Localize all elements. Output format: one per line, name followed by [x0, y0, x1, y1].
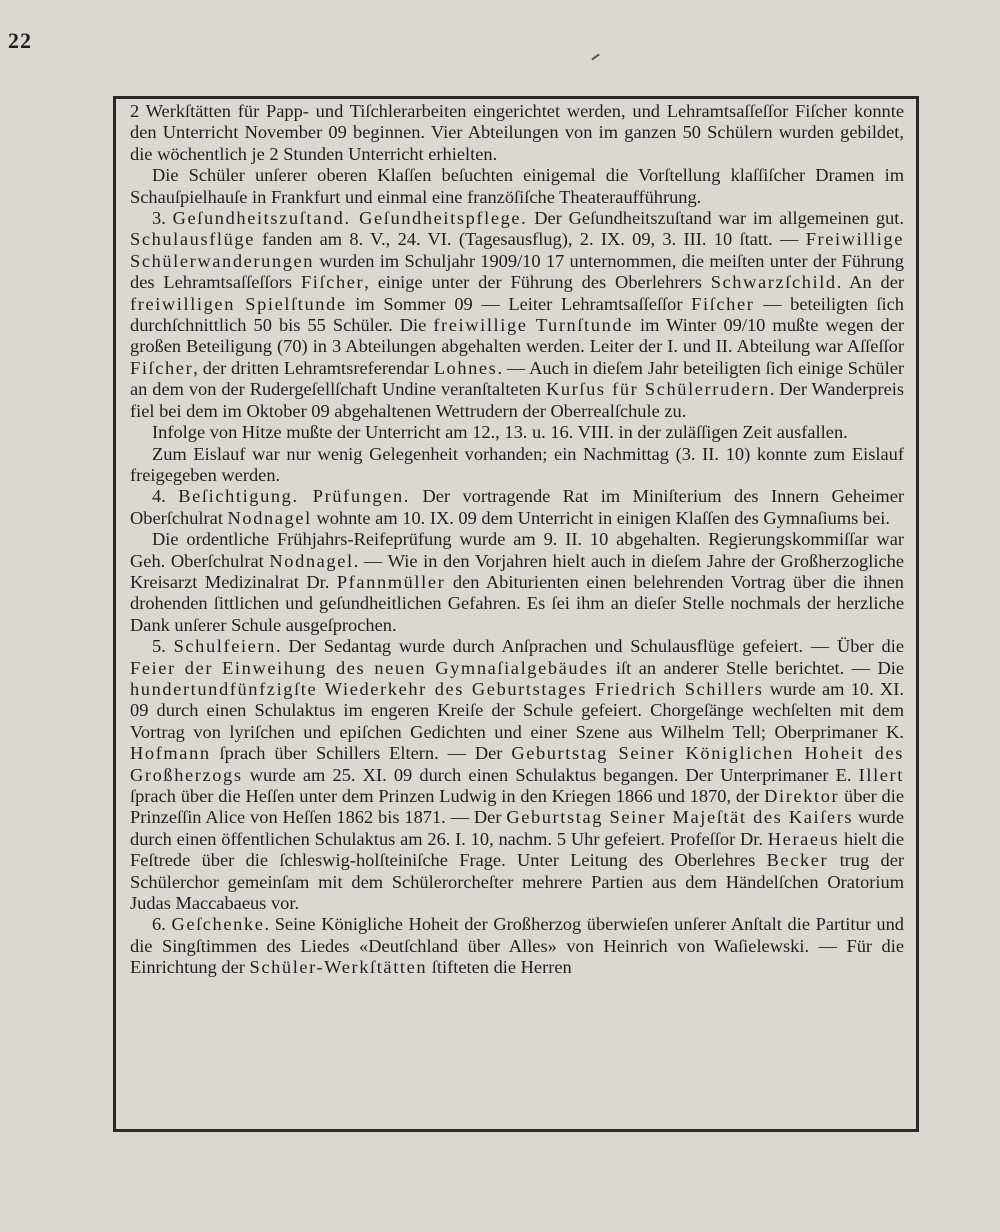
spaced-emphasis: hundertundfünfzigſte Wiederkehr des Geburtstages Friedrich Schillers	[130, 678, 764, 699]
text-run: Der vortragende Rat im Miniſterium des Innern Geheimer Oberſchulrat	[130, 486, 904, 528]
text-run: 5.	[152, 636, 174, 657]
text-run: , einige unter der Führung des Oberlehrers	[364, 272, 711, 293]
text-run: ſprach über die Heſſen unter dem Prinzen Ludwig in den Kriegen 1866 und 1870, der	[130, 786, 765, 806]
text-run: wohnte am 10. IX. 09 dem Unterricht in einigen Klaſſen des Gymnaſiums bei.	[311, 507, 890, 528]
text-run: wurde am 25. XI. 09 durch einen Schulaktus begangen. Der Unterprimaner E.	[242, 764, 859, 785]
page-number: 22	[8, 28, 32, 53]
text-run: ſprach über Schillers Eltern. — Der	[210, 743, 512, 764]
spaced-emphasis: Schulausflüge	[130, 229, 255, 250]
spaced-emphasis: Fiſcher	[691, 293, 755, 314]
paragraph	[130, 422, 904, 443]
text-run: . — Auch in dieſem Jahr beteiligten ſich einige Schüler an dem von der Rudergeſellſchaft Undine veranſtalteten	[130, 357, 904, 400]
text-run: den Abiturienten einen belehrenden Vortrag über die ihnen drohenden ſittlichen und geſundheitlichen Gefahren. Es ſei ihm an dieſer Stelle nochmals der herzliche Dank unſerer Schule ausgeſprochen.	[130, 571, 904, 635]
text-run: Die ordentliche Frühjahrs-Reifeprüfung wurde am 9. II. 10 abgehalten. Regierungskommiſſar war Geh. Oberſchulrat	[130, 529, 904, 571]
spaced-emphasis: Nodnagel	[269, 550, 354, 571]
text-run: im Winter 09/10 mußte wegen der großen Beteiligung (70) in 3 Abteilungen abgehalten werden. Leiter der I. und II. Abteilung war Aſſeſſor	[130, 315, 904, 357]
text-run: 3.	[152, 208, 173, 229]
text-run: — beteiligten ſich durchſchnittlich 50 bis 55 Schüler. Die	[130, 293, 904, 336]
spaced-emphasis: Illert	[858, 764, 904, 785]
spaced-emphasis: Heraeus	[767, 828, 840, 849]
spaced-emphasis: Lohnes	[433, 357, 498, 378]
body-text	[130, 101, 904, 979]
spaced-emphasis: Becker	[766, 850, 829, 871]
text-run: Zum Eislauf war nur wenig Gelegenheit vorhanden; ein Nachmittag (3. II. 10) konnte zum Eislauf freigegeben werden.	[130, 443, 904, 485]
text-run: , der dritten Lehramtsreferendar	[193, 357, 434, 378]
spaced-emphasis: Kurſus für Schülerrudern	[545, 379, 770, 400]
text-run: hielt die Feſtrede über die ſchleswig-holſteiniſche Frage. Unter Leitung des Oberlehres	[130, 828, 904, 871]
paragraph	[130, 636, 904, 914]
spaced-emphasis: Schulfeiern	[173, 636, 276, 657]
spaced-emphasis: Pfannmüller	[336, 571, 446, 592]
spaced-emphasis: Beſichtigung. Prüfungen.	[178, 486, 410, 507]
spaced-emphasis: Schüler-Werkſtätten	[249, 957, 428, 978]
spaced-emphasis: Geſchenke	[171, 914, 265, 935]
text-run: wurde durch einen öffentlichen Schulaktus am 26. I. 10, nachm. 5 Uhr gefeiert. Profeſſor Dr.	[130, 807, 905, 849]
spaced-emphasis: Geburtstag Seiner Königlichen Hoheit des Großherzogs	[130, 743, 904, 785]
spaced-emphasis: Schwarzſchild	[710, 272, 837, 293]
text-run: Die Schüler unſerer oberen Klaſſen beſuchten einigemal die Vorſtellung klaſſiſcher Dramen im Schauſpielhauſe in Frankfurt und einmal eine franzöſiſche Theateraufführung.	[130, 165, 904, 207]
paragraph	[130, 529, 904, 636]
text-run: über die Prinzeſſin Alice von Heſſen 1862 bis 1871. — Der	[130, 786, 904, 828]
text-run: . Seine Königliche Hoheit der Großherzog überwieſen unſerer Anſtalt die Partitur und die Singſtimmen des Liedes «Deutſchland über Alles» von Heinrich von Waſielewski. — Für die Einrichtung der	[130, 914, 905, 978]
spaced-emphasis: Fiſcher	[130, 357, 194, 378]
paragraph	[130, 914, 904, 978]
text-run: iſt an anderer Stelle berichtet. — Die	[608, 657, 904, 678]
text-run: . An der	[836, 272, 904, 293]
spaced-emphasis: freiwillige Turnſtunde	[433, 315, 633, 336]
text-run: wurde am 10. XI. 09 durch einen Schulaktus im engeren Kreiſe der Schule gefeiert. Chorgeſänge wechſelten mit dem Vortrag von lyriſchen und epiſchen Gedichten und einer Szene aus Wilhelm Tell; Oberprimaner K.	[130, 678, 904, 742]
spaced-emphasis: Feier der Einweihung des neuen Gymnaſialgebäudes	[130, 657, 609, 678]
text-run: . Der Sedantag wurde durch Anſprachen und Schulausflüge gefeiert. — Über die	[275, 636, 905, 657]
text-run: trug der Schülerchor gemeinſam mit dem Schülerorcheſter mehrere Partien aus dem Händelſchen Oratorium Judas Maccabaeus vor.	[130, 850, 904, 914]
text-run: im Sommer 09 — Leiter Lehramtsaſſeſſor	[346, 293, 692, 314]
text-run: 2 Werkſtätten für Papp- und Tiſchlerarbeiten eingerichtet werden, und Lehramtsaſſeſſor Fiſcher konnte den Unterricht November 09 beginnen. Vier Abteilungen von im ganzen 50 Schülern wurden gebildet, die wöchentlich je 2 Stunden Unterricht erhielten.	[130, 101, 904, 164]
paragraph	[130, 165, 904, 208]
spaced-emphasis: freiwilligen Spielſtunde	[130, 293, 347, 314]
text-run: 6.	[152, 914, 172, 935]
text-frame	[113, 96, 919, 1132]
paragraph	[130, 486, 904, 529]
spaced-emphasis: Fiſcher	[300, 272, 365, 293]
text-run: wurden im Schuljahr 1909/10 17 unternommen, die meiſten unter der Führung des Lehramtsaſſeſſors	[130, 250, 904, 293]
pencil-mark	[591, 54, 600, 61]
paragraph	[130, 444, 904, 487]
paragraph	[130, 208, 904, 422]
spaced-emphasis: Geſundheitszuſtand. Geſundheitspflege.	[172, 208, 528, 229]
text-run: . Der Wanderpreis fiel bei dem im Oktober 09 abgehaltenen Wettrudern der Oberrealſchule zu.	[130, 379, 904, 421]
spaced-emphasis: Geburtstag Seiner Majeſtät des Kaiſers	[506, 807, 854, 828]
text-run: . — Wie in den Vorjahren hielt auch in dieſem Jahre der Großherzogliche Kreisarzt Medizinalrat Dr.	[130, 550, 904, 592]
spaced-emphasis: Freiwillige Schülerwanderungen	[130, 229, 904, 271]
spaced-emphasis: Hofmann	[130, 743, 211, 764]
text-run: Der Geſundheitszuſtand war im allgemeinen gut.	[527, 208, 905, 229]
text-run: fanden am 8. V., 24. VI. (Tagesausflug), 2. IX. 09, 3. III. 10 ſtatt. —	[255, 229, 806, 250]
text-run: 4.	[152, 486, 179, 507]
spaced-emphasis: Direktor	[764, 786, 840, 806]
text-run: Infolge von Hitze mußte der Unterricht am 12., 13. u. 16. VIII. in der zuläſſigen Zeit ausfallen.	[152, 422, 848, 443]
paragraph	[130, 101, 904, 165]
text-run: ſtifteten die Herren	[427, 957, 572, 978]
spaced-emphasis: Nodnagel	[227, 507, 312, 528]
